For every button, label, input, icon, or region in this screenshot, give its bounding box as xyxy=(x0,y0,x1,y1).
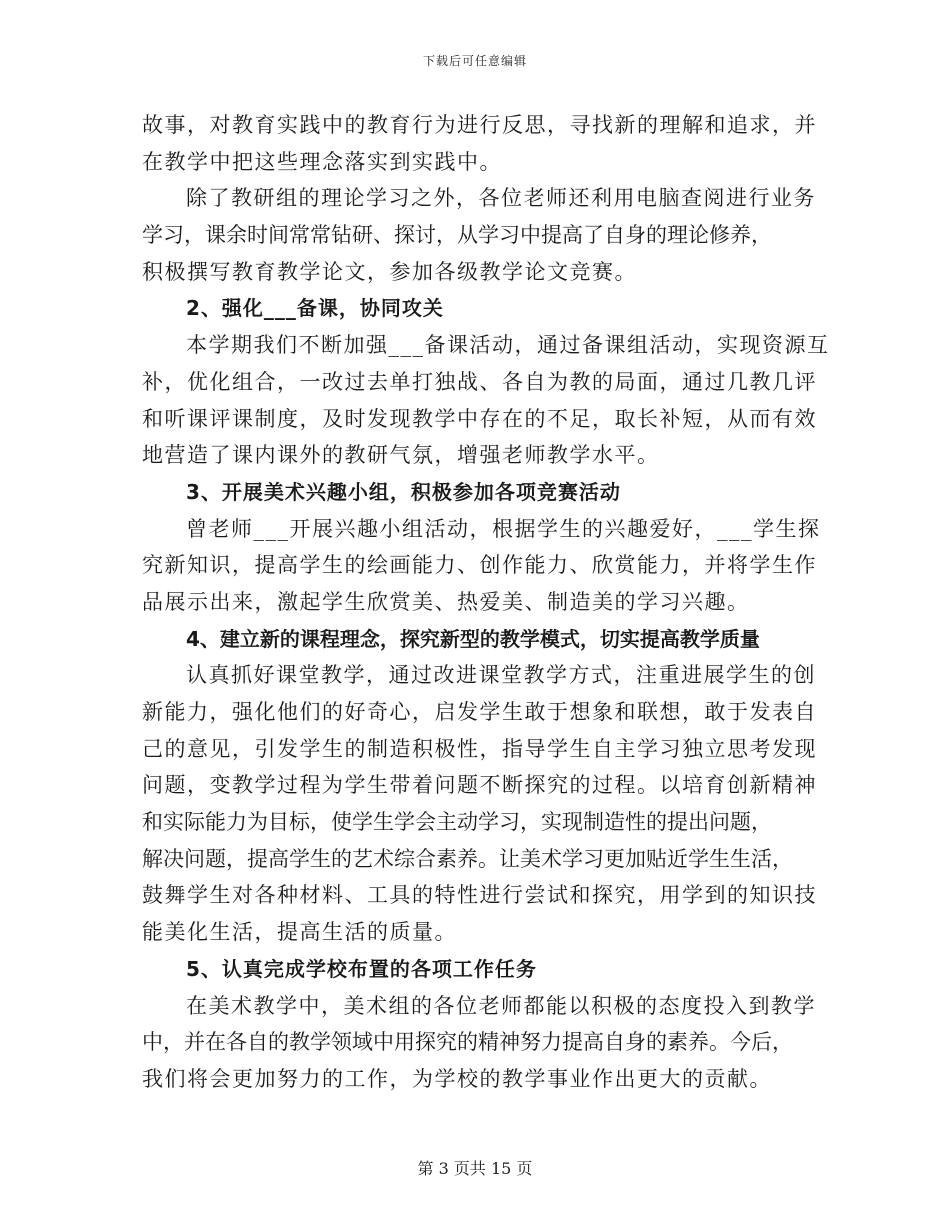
document-body xyxy=(142,107,830,1098)
section-heading-3: 3、开展美术兴趣小组，积极参加各项竞赛活动 xyxy=(186,479,621,504)
body-line: 学习，课余时间常常钻研、探讨，从学习中提高了自身的理论修养， xyxy=(142,223,772,248)
body-line: 地营造了课内课外的教研气氛，增强老师教学水平。 xyxy=(142,443,660,468)
paragraph-start-line: 曾老师___开展兴趣小组活动，根据学生的兴趣爱好，___学生探 xyxy=(186,516,821,541)
paragraph-start-line: 除了教研组的理论学习之外，各位老师还利用电脑查阅进行业务 xyxy=(186,186,816,211)
body-line: 我们将会更加努力的工作，为学校的教学事业作出更大的贡献。 xyxy=(142,1066,772,1091)
body-line: 鼓舞学生对各种材料、工具的特性进行尝试和探究，用学到的知识技 xyxy=(142,883,817,908)
paragraph-start-line: 认真抓好课堂教学，通过改进课堂教学方式，注重进展学生的创 xyxy=(186,663,816,688)
body-line: 己的意见，引发学生的制造积极性，指导学生自主学习独立思考发现 xyxy=(142,736,817,761)
body-line: 故事，对教育实践中的教育行为进行反思，寻找新的理解和追求，并 xyxy=(142,113,817,137)
page-number-footer: 第 3 页共 15 页 xyxy=(417,1159,533,1178)
section-heading-2: 2、强化___备课，协同攻关 xyxy=(186,296,444,321)
body-line: 积极撰写教育教学论文，参加各级教学论文竞赛。 xyxy=(142,259,637,284)
page-header-note: 下载后可任意编辑 xyxy=(422,54,527,68)
body-line: 能美化生活，提高生活的质量。 xyxy=(142,920,457,945)
body-line: 和听课评课制度，及时发现教学中存在的不足，取长补短，从而有效 xyxy=(142,406,817,431)
body-line: 和实际能力为目标，使学生学会主动学习，实现制造性的提出问题， xyxy=(142,810,772,835)
body-line: 品展示出来，激起学生欣赏美、热爱美、制造美的学习兴趣。 xyxy=(142,589,750,614)
body-line: 新能力，强化他们的好奇心，启发学生敢于想象和联想，敢于发表自 xyxy=(142,700,817,724)
section-heading-5: 5、认真完成学校布置的各项工作任务 xyxy=(186,956,537,981)
body-line: 问题，变教学过程为学生带着问题不断探究的过程。以培育创新精神 xyxy=(142,773,817,798)
body-line: 究新知识，提高学生的绘画能力、创作能力、欣赏能力，并将学生作 xyxy=(142,553,817,578)
body-line: 在教学中把这些理念落实到实践中。 xyxy=(142,149,502,174)
paragraph-start-line: 在美术教学中，美术组的各位老师都能以积极的态度投入到教学 xyxy=(186,993,816,1018)
body-line: 中，并在各自的教学领域中用探究的精神努力提高自身的素养。今后， xyxy=(142,1030,793,1055)
paragraph-start-line: 本学期我们不断加强___备课活动，通过备课组活动，实现资源互 xyxy=(186,333,830,358)
section-heading-4: 4、建立新的课程理念，探究新型的教学模式，切实提高教学质量 xyxy=(186,626,760,651)
body-line: 解决问题，提高学生的艺术综合素养。让美术学习更加贴近学生生活， xyxy=(142,846,793,871)
body-line: 补，优化组合，一改过去单打独战、各自为教的局面，通过几教几评 xyxy=(142,369,817,394)
